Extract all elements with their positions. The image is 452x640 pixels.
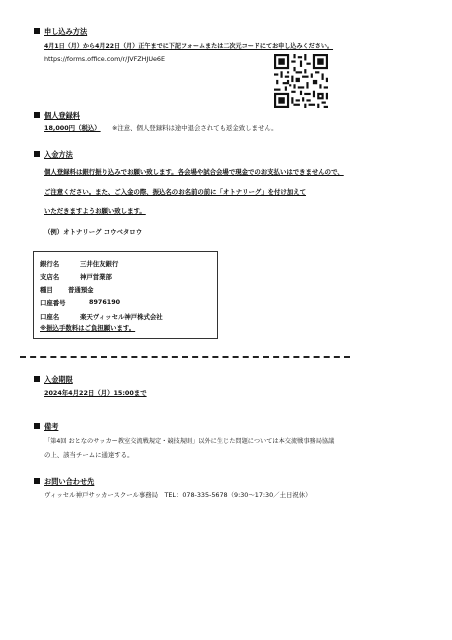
payment-line-3: いただきますようお願い致します。	[44, 207, 146, 215]
fee-note: ※注意、個人登録料は途中退会されても返金致しません。	[112, 124, 278, 132]
remarks-line-2: の上、該当チームに通達する。	[44, 451, 134, 459]
bank-value-account-name: 楽天ヴィッセル神戸株式会社	[80, 313, 163, 321]
section-bullet-icon	[34, 28, 40, 34]
fee-heading: 個人登録料	[44, 111, 80, 120]
remarks-line-1: 「第4回 おとなのサッカー教室交流戦規定・競技規則」以外に生じた問題については本交流戦事務局協議	[44, 438, 335, 445]
bank-label-branch: 支店名	[40, 273, 60, 281]
bank-value-branch: 神戸営業部	[80, 273, 112, 281]
bank-value-account-number: 8976190	[89, 298, 121, 306]
deadline-heading: 入金期限	[44, 375, 73, 384]
section-bullet-icon	[34, 478, 40, 484]
bank-value-name: 三井住友銀行	[80, 260, 119, 268]
bank-label-type: 種目	[40, 286, 53, 294]
bank-label-account-number: 口座番号	[40, 299, 66, 307]
qr-code-icon	[274, 54, 328, 108]
section-divider	[20, 356, 350, 358]
remarks-heading: 備考	[44, 422, 59, 431]
payment-heading: 入金方法	[44, 150, 73, 159]
section-bullet-icon	[34, 112, 40, 118]
bank-label-account-name: 口座名	[40, 313, 60, 321]
section-bullet-icon	[34, 151, 40, 157]
payment-line-1: 個人登録料は銀行振り込みでお願い致します。各会場や試合会場で現金でのお支払いはできませんので、	[44, 168, 344, 176]
fee-amount: 18,000円（税込）	[44, 124, 101, 132]
deadline-value: 2024年4月22日（月）15:00まで	[44, 389, 147, 397]
section-bullet-icon	[34, 376, 40, 382]
section-bullet-icon	[34, 423, 40, 429]
payment-line-2: ご注意ください。また、ご入金の際、振込名のお名前の前に「オトナリーグ」を付け加えて	[44, 188, 307, 196]
application-period: 4月1日（月）から4月22日（月）正午までに下記フォームまたは二次元コードにてお申し込みください。	[44, 43, 334, 50]
contact-heading: お問い合わせ先	[44, 477, 95, 486]
contact-info: ヴィッセル神戸サッカースクール事務局 TEL：078-335-5678（9:30〜17:30／土日祝休）	[44, 491, 312, 499]
application-form-link[interactable]: https://forms.office.com/r/JVFZHJUe6E	[44, 55, 166, 63]
payment-example: （例）オトナリーグ コウベタロウ	[44, 228, 143, 236]
bank-fee-note: ※振込手数料はご負担願います。	[40, 324, 136, 332]
bank-value-type: 普通預金	[68, 286, 94, 294]
application-heading: 申し込み方法	[44, 27, 88, 36]
bank-label-name: 銀行名	[40, 260, 60, 268]
